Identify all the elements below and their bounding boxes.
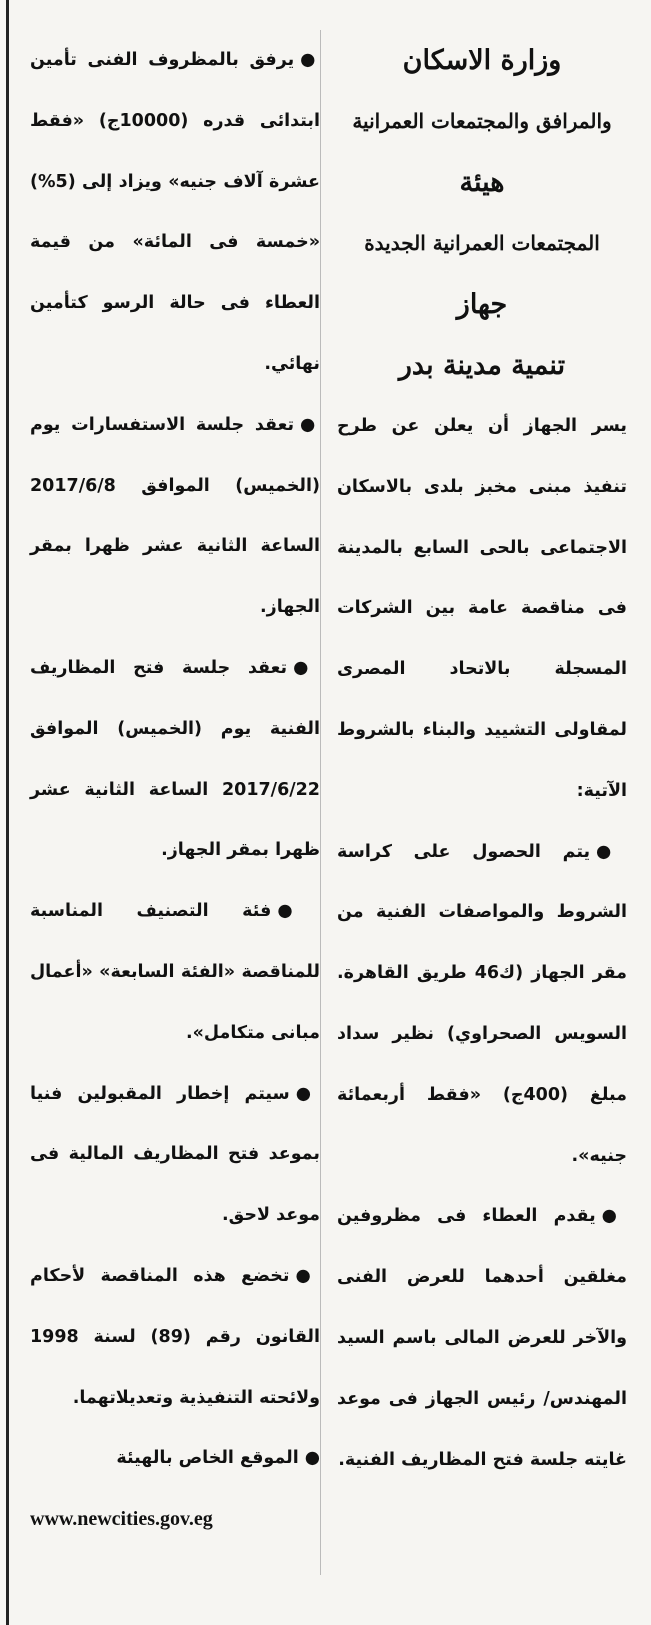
condition-text: يقدم العطاء فى مظروفين مغلقين أحدهما للعرض الفنى والآخر للعرض المالى باسم السيد المهندس/ رئيس الجهاز فى موعد غايته جلسة فتح المظاريف الفنية. xyxy=(337,1206,627,1470)
bullet-icon: ● xyxy=(277,901,320,922)
condition-item xyxy=(30,638,320,881)
bullet-icon: ● xyxy=(304,1448,320,1469)
condition-text: فئة التصنيف المناسبة للمناقصة «الفئة السابعة» «أعمال مبانى متكامل». xyxy=(30,901,320,1043)
ministry-subtitle: والمرافق والمجتمعات العمرانية xyxy=(352,109,612,133)
condition-text: سيتم إخطار المقبولين فنيا بموعد فتح المظاريف المالية فى موعد لاحق. xyxy=(30,1083,320,1226)
condition-item xyxy=(30,1064,320,1246)
bullet-icon: ● xyxy=(295,1265,320,1286)
bullet-icon: ● xyxy=(293,657,320,678)
bullet-icon: ● xyxy=(596,841,628,862)
authority-subtitle: المجتمعات العمرانية الجديدة xyxy=(364,231,600,255)
condition-item xyxy=(30,395,320,638)
bullet-icon: ● xyxy=(601,1206,627,1227)
condition-item xyxy=(337,822,627,1187)
condition-text: يتم الحصول على كراسة الشروط والمواصفات الفنية من مقر الجهاز (ك46 طريق القاهرة. السويس الصحراوي) نظير سداد مبلغ (400ج) «فقط أربعمائة جنيه». xyxy=(337,841,628,1166)
bullet-icon: ● xyxy=(295,1083,320,1104)
agency-title: جهاز xyxy=(456,289,508,320)
condition-item xyxy=(30,1246,320,1428)
condition-item xyxy=(337,1186,627,1490)
column-divider xyxy=(320,30,321,1575)
intro-paragraph: يسر الجهاز أن يعلن عن طرح تنفيذ مبنى مخبز بلدى بالاسكان الاجتماعى بالحى السابع بالمدينة فى مناقصة عامة بين الشركات المسجلة بالاتحاد المصرى لمقاولى التشييد والبناء بالشروط الآتية: xyxy=(337,416,627,801)
ministry-title: وزارة الاسكان xyxy=(402,45,562,76)
announcement-header xyxy=(337,30,627,396)
condition-item xyxy=(30,30,320,395)
condition-item xyxy=(30,881,320,1063)
website-link[interactable]: www.newcities.gov.eg xyxy=(30,1508,213,1531)
condition-text: يرفق بالمظروف الفنى تأمين ابتدائى قدره (10000ج) «فقط عشرة آلاف جنيه» ويزاد إلى (5%) «خمسة فى المائة» من قيمة العطاء فى حالة الرسو كتأمين نهائي. xyxy=(30,50,320,374)
right-column xyxy=(337,30,627,1490)
agency-name: تنمية مدينة بدر xyxy=(398,350,566,381)
bullet-icon: ● xyxy=(300,50,320,70)
condition-item xyxy=(30,1428,320,1489)
condition-text: الموقع الخاص بالهيئة xyxy=(116,1448,299,1469)
page-edge-rule xyxy=(6,0,9,1625)
authority-title: هيئة xyxy=(459,167,505,198)
left-column xyxy=(30,30,320,1550)
condition-text: تعقد جلسة الاستفسارات يوم (الخميس) الموافق 2017/6/8 الساعة الثانية عشر ظهرا بمقر الجهاز. xyxy=(30,414,320,618)
condition-text: تخضع هذه المناقصة لأحكام القانون رقم (89) لسنة 1998 ولائحته التنفيذية وتعديلاتهما. xyxy=(30,1265,320,1408)
condition-text: تعقد جلسة فتح المظاريف الفنية يوم (الخميس) الموافق 2017/6/22 الساعة الثانية عشر ظهرا بمقر الجهاز. xyxy=(30,657,320,861)
bullet-icon: ● xyxy=(300,414,320,435)
